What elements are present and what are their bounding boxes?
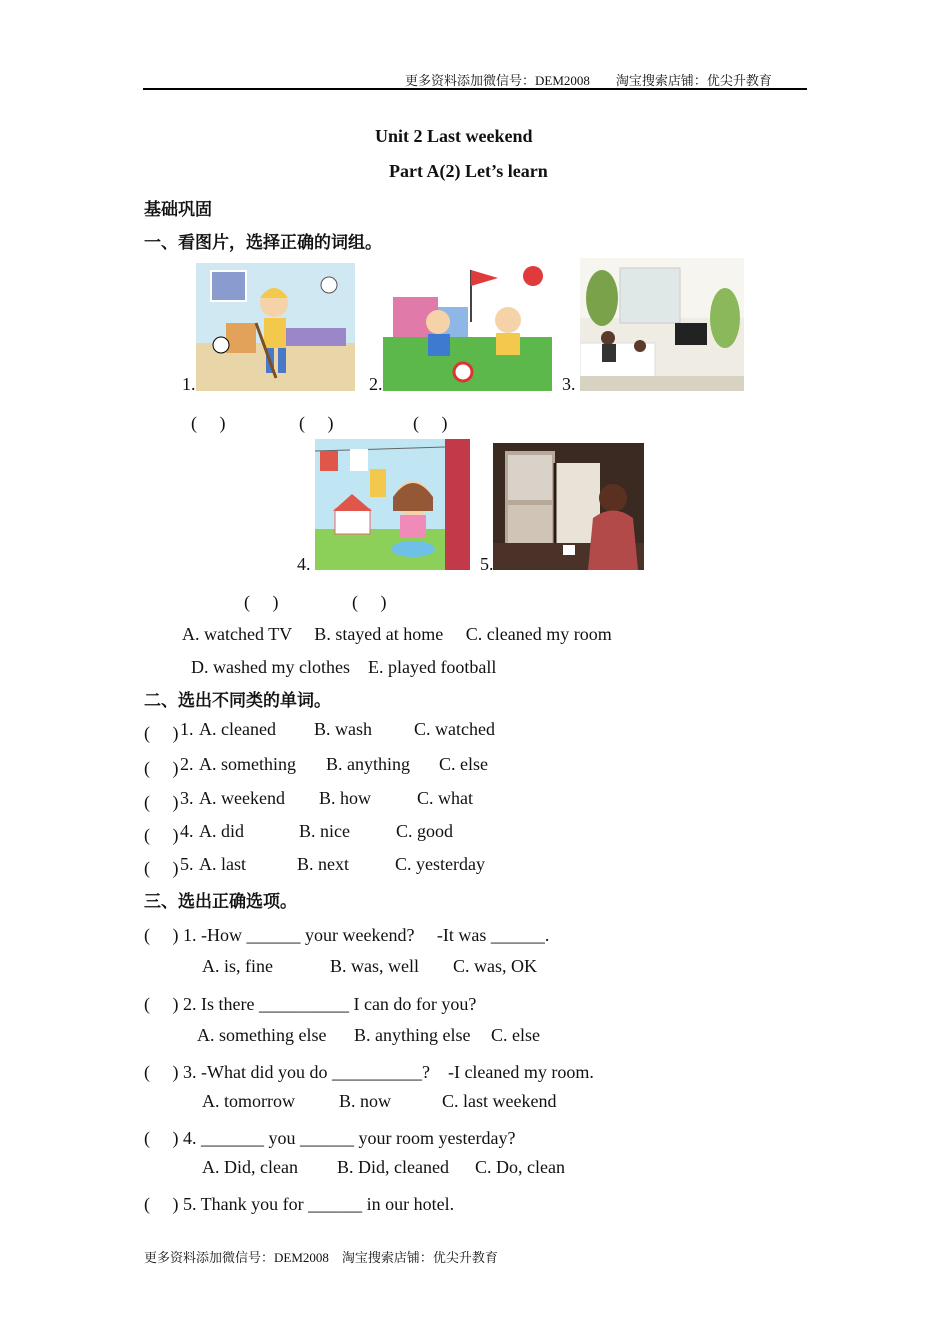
page-header-text: 更多资料添加微信号：DEM2008 淘宝搜索店铺：优尖升教育	[405, 73, 772, 88]
picture-girl-washing-clothes	[315, 439, 470, 570]
part-title: Part A(2) Let’s learn	[389, 161, 548, 181]
header-rule	[143, 88, 807, 90]
section3-q1-option-c: C. was, OK	[453, 956, 537, 976]
paren-blank: ( )	[144, 758, 179, 778]
section3-q3-option-a: A. tomorrow	[202, 1091, 295, 1111]
section2-heading: 二、选出不同类的单词。	[144, 691, 331, 711]
section3-question-3: ( ) 3. -What did you do __________? -I cleaned my room.	[144, 1062, 594, 1082]
section3-question-4: ( ) 4. _______ you ______ your room yesterday?	[144, 1128, 516, 1148]
pic-number-4: 4.	[297, 554, 311, 574]
option-a: A. cleaned	[199, 719, 276, 739]
page-footer-text: 更多资料添加微信号：DEM2008 淘宝搜索店铺：优尖升教育	[144, 1250, 498, 1265]
item-number: 2.	[180, 754, 194, 774]
item-number: 3.	[180, 788, 194, 808]
section3-question-2: ( ) 2. Is there __________ I can do for you?	[144, 994, 477, 1014]
option-c: C. watched	[414, 719, 495, 739]
section3-q1-option-a: A. is, fine	[202, 956, 273, 976]
section3-heading: 三、选出正确选项。	[144, 892, 297, 912]
option-b: B. next	[297, 854, 349, 874]
picture-kids-playing-football	[383, 262, 552, 391]
option-b: B. nice	[299, 821, 350, 841]
section3-q3-option-b: B. now	[339, 1091, 392, 1111]
section3-question-5: ( ) 5. Thank you for ______ in our hotel.	[144, 1194, 455, 1214]
option-a: A. something	[199, 754, 296, 774]
pic-number-1: 1.	[182, 374, 196, 394]
option-c: C. yesterday	[395, 854, 485, 874]
item-number: 5.	[180, 854, 194, 874]
option-c: C. else	[439, 754, 488, 774]
option-c: C. what	[417, 788, 473, 808]
item-number: 1.	[180, 719, 194, 739]
section1-heading: 一、看图片，选择正确的词组。	[144, 233, 382, 253]
pic-number-5: 5.	[480, 554, 494, 574]
section3-q3-option-c: C. last weekend	[442, 1091, 557, 1111]
section3-q4-option-c: C. Do, clean	[475, 1157, 565, 1177]
paren-blank: ( )	[144, 792, 179, 812]
section3-q2-option-b: B. anything else	[354, 1025, 471, 1045]
section3-q1-option-b: B. was, well	[330, 956, 419, 976]
unit-title: Unit 2 Last weekend	[375, 126, 533, 146]
section3-question-1: ( ) 1. -How ______ your weekend? -It was ______.	[144, 925, 550, 945]
answer-blank-2: ( )	[299, 413, 334, 433]
paren-blank: ( )	[144, 858, 179, 878]
option-a: A. weekend	[199, 788, 285, 808]
paren-blank: ( )	[144, 723, 179, 743]
pic-number-3: 3.	[562, 374, 576, 394]
pic-number-2: 2.	[369, 374, 383, 394]
option-a: A. last	[199, 854, 246, 874]
item-number: 4.	[180, 821, 194, 841]
section3-q2-option-a: A. something else	[197, 1025, 327, 1045]
section1-options-line1: A. watched TV B. stayed at home C. cleaned my room	[182, 624, 612, 644]
option-b: B. wash	[314, 719, 372, 739]
section1-options-line2: D. washed my clothes E. played football	[191, 657, 497, 677]
paren-blank: ( )	[144, 825, 179, 845]
section-basic-heading: 基础巩固	[144, 200, 212, 220]
picture-woman-at-window-home	[493, 443, 644, 570]
section3-q4-option-b: B. Did, cleaned	[337, 1157, 449, 1177]
option-b: B. anything	[326, 754, 410, 774]
answer-blank-1: ( )	[191, 413, 226, 433]
option-a: A. did	[199, 821, 244, 841]
picture-boy-cleaning-room	[196, 263, 355, 391]
option-c: C. good	[396, 821, 454, 841]
answer-blank-5: ( )	[352, 592, 387, 612]
answer-blank-4: ( )	[244, 592, 279, 612]
option-b: B. how	[319, 788, 372, 808]
picture-family-watching-tv	[580, 258, 744, 391]
section3-q4-option-a: A. Did, clean	[202, 1157, 298, 1177]
section3-q2-option-c: C. else	[491, 1025, 540, 1045]
answer-blank-3: ( )	[413, 413, 448, 433]
